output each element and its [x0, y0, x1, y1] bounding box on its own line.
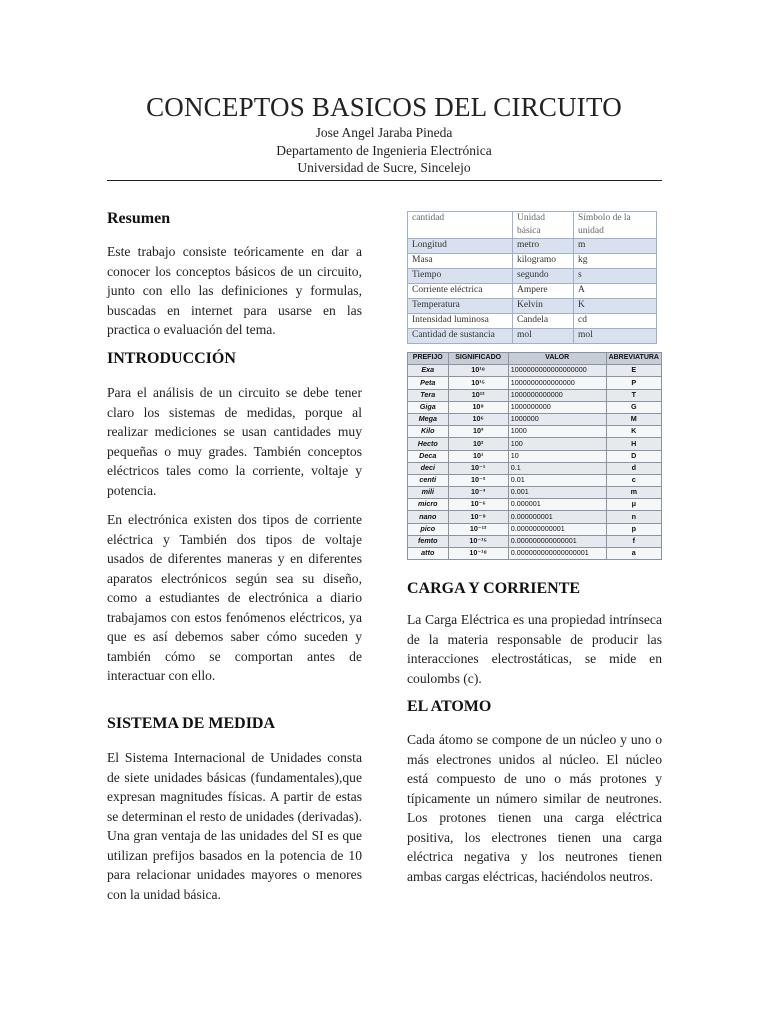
prefix-table-cell: 10⁻¹⁸	[448, 548, 508, 560]
prefix-table-row	[408, 511, 662, 523]
prefix-table-cell: centi	[408, 474, 449, 486]
prefix-table-cell: Hecto	[408, 438, 449, 450]
prefix-table-row	[408, 389, 662, 401]
unit-table-cell: kg	[574, 254, 657, 269]
prefix-table-cell: 100	[508, 438, 606, 450]
unit-table-cell: metro	[513, 239, 574, 254]
prefix-table-row	[408, 377, 662, 389]
author-department: Departamento de Ingenieria Electrónica	[276, 142, 492, 158]
paper-title: CONCEPTOS BASICOS DEL CIRCUITO	[146, 92, 622, 122]
prefix-table-cell: 10⁻¹⁵	[448, 535, 508, 547]
prefix-table-row	[408, 462, 662, 474]
prefix-table-row	[408, 523, 662, 535]
unit-table-cell: Kelvin	[513, 299, 574, 314]
unit-table-cell: Candela	[513, 314, 574, 329]
prefix-table-cell: 10⁻⁹	[448, 511, 508, 523]
prefix-table-row	[408, 487, 662, 499]
prefix-header-cell: SIGNIFICADO	[448, 353, 508, 365]
unit-table-cell: s	[574, 269, 657, 284]
prefix-table-cell: m	[606, 487, 661, 499]
prefix-table-cell: 10²	[448, 438, 508, 450]
unit-table-row	[408, 329, 657, 344]
prefix-table-cell: 10¹⁵	[448, 377, 508, 389]
unit-table-cell: kilogramo	[513, 254, 574, 269]
unit-table-row	[408, 269, 657, 284]
prefix-table-cell: Deca	[408, 450, 449, 462]
si-units-table	[407, 211, 657, 344]
prefix-table-cell: 10⁻¹	[448, 462, 508, 474]
prefix-table-cell: Mega	[408, 413, 449, 425]
unit-table-cell: K	[574, 299, 657, 314]
unit-header-cell: Símbolo de la unidad	[574, 212, 657, 239]
prefix-table-cell: p	[606, 523, 661, 535]
prefix-table-cell: 10⁻⁶	[448, 499, 508, 511]
unit-table-cell: Cantidad de sustancia	[408, 329, 513, 344]
prefix-table-cell: deci	[408, 462, 449, 474]
unit-table-row	[408, 284, 657, 299]
prefix-table-cell: P	[606, 377, 661, 389]
prefix-table-cell: 10⁻²	[448, 474, 508, 486]
prefix-table-cell: μ	[606, 499, 661, 511]
prefix-table-cell: 10¹⁸	[448, 365, 508, 377]
unit-table-cell: Masa	[408, 254, 513, 269]
prefix-table-cell: c	[606, 474, 661, 486]
prefix-table-cell: 0.000000000001	[508, 523, 606, 535]
prefix-header-cell: PREFIJO	[408, 353, 449, 365]
prefix-table-row	[408, 365, 662, 377]
prefix-table-cell: d	[606, 462, 661, 474]
atomo-paragraph: Cada átomo se compone de un núcleo y uno o más electrones unidos al núcleo. El núcleo está compuesto de uno o más protones y típicamente un número similar de neutrones. Los protones tienen una carga eléctrica positiva, los electrones tienen una carga eléctrica negativa y los neutrones tienen ambas cargas eléctricas, haciéndolos neutros.	[407, 732, 662, 884]
unit-table-row	[408, 254, 657, 269]
unit-table-cell: Corriente eléctrica	[408, 284, 513, 299]
prefix-table-cell: Peta	[408, 377, 449, 389]
prefix-table-cell: Kilo	[408, 426, 449, 438]
prefix-table-cell: mili	[408, 487, 449, 499]
prefix-table-cell: a	[606, 548, 661, 560]
prefix-table-row	[408, 450, 662, 462]
author-name: Jose Angel Jaraba Pineda	[315, 125, 453, 140]
prefix-table-cell: 1000000000000000	[508, 377, 606, 389]
unit-table-row	[408, 239, 657, 254]
prefix-table-cell: 0.000000000000000001	[508, 548, 606, 560]
prefix-table-cell: Exa	[408, 365, 449, 377]
resumen-heading: Resumen	[107, 210, 171, 227]
prefix-table-cell: 10¹²	[448, 389, 508, 401]
prefix-table-cell: micro	[408, 499, 449, 511]
prefix-table-cell: n	[606, 511, 661, 523]
prefix-table-cell: femto	[408, 535, 449, 547]
prefix-table-row	[408, 474, 662, 486]
prefix-table-cell: 10¹	[448, 450, 508, 462]
atomo-heading: EL ATOMO	[407, 698, 492, 715]
prefix-table-row	[408, 499, 662, 511]
unit-table-cell: m	[574, 239, 657, 254]
prefix-table-row	[408, 438, 662, 450]
unit-table-header-row	[408, 212, 657, 239]
prefix-table-cell: 0.1	[508, 462, 606, 474]
unit-table-cell: Ampere	[513, 284, 574, 299]
prefix-table-header-row	[408, 353, 662, 365]
intro-paragraph-1: Para el análisis de un circuito se debe tener claro los sistemas de medidas, porque al realizar mediciones se usan cantidades muy pequeñas o muy grades. También conceptos eléctricos tales como la corriente, voltaje y potencia.	[107, 385, 362, 498]
unit-header-cell: cantidad	[408, 212, 513, 239]
prefix-table-cell: 10⁻³	[448, 487, 508, 499]
unit-table-cell: cd	[574, 314, 657, 329]
prefix-table-row	[408, 426, 662, 438]
prefix-table-cell: 10⁶	[448, 413, 508, 425]
author-university: Universidad de Sucre, Sincelejo	[297, 160, 471, 175]
prefix-table-cell: 0.01	[508, 474, 606, 486]
unit-table-cell: mol	[574, 329, 657, 344]
prefix-table-cell: 1000000	[508, 413, 606, 425]
intro-heading: INTRODUCCIÓN	[107, 350, 236, 367]
unit-table-cell: segundo	[513, 269, 574, 284]
unit-table-cell: Intensidad luminosa	[408, 314, 513, 329]
unit-table-cell: mol	[513, 329, 574, 344]
prefix-table-cell: Tera	[408, 389, 449, 401]
prefix-table-cell: atto	[408, 548, 449, 560]
prefix-header-cell: VALOR	[508, 353, 606, 365]
header-divider	[107, 180, 662, 181]
carga-paragraph: La Carga Eléctrica es una propiedad intrínseca de la materia responsable de producir las interacciones electrostáticas, se mide en coulombs (c).	[407, 612, 662, 686]
unit-table-cell: A	[574, 284, 657, 299]
prefix-table-cell: nano	[408, 511, 449, 523]
prefix-table-cell: T	[606, 389, 661, 401]
prefix-table-cell: 10³	[448, 426, 508, 438]
prefix-header-cell: ABREVIATURA	[606, 353, 661, 365]
paper-header	[0, 90, 768, 177]
prefix-table-cell: 10⁹	[448, 401, 508, 413]
prefix-table-row	[408, 548, 662, 560]
prefix-table-cell: 10⁻¹²	[448, 523, 508, 535]
sistema-heading: SISTEMA DE MEDIDA	[107, 715, 276, 732]
prefix-table-row	[408, 401, 662, 413]
prefix-table-cell: K	[606, 426, 661, 438]
prefix-table-row	[408, 535, 662, 547]
prefix-table-cell: f	[606, 535, 661, 547]
prefix-table-cell: pico	[408, 523, 449, 535]
prefix-table-cell: 1000000000	[508, 401, 606, 413]
prefix-table-row	[408, 413, 662, 425]
prefix-table-cell: 0.000000000000001	[508, 535, 606, 547]
unit-table-cell: Longitud	[408, 239, 513, 254]
resumen-paragraph: Este trabajo consiste teóricamente en dar a conocer los conceptos básicos de un circuito, junto con ello las definiciones y formulas, buscadas en internet para usarse en las practica o evaluación del tema.	[107, 244, 362, 337]
prefix-table-cell: H	[606, 438, 661, 450]
prefix-table-cell: 1000	[508, 426, 606, 438]
prefix-table-cell: 0.000001	[508, 499, 606, 511]
prefix-table-cell: 0.001	[508, 487, 606, 499]
prefix-table-cell: 0.000000001	[508, 511, 606, 523]
unit-header-cell: Unidad básica	[513, 212, 574, 239]
carga-heading: CARGA Y CORRIENTE	[407, 580, 581, 597]
intro-paragraph-2: En electrónica existen dos tipos de corriente eléctrica y También dos tipos de voltaje usados de diferentes maneras y en diferentes aparatos electrónicos según sea su diseño, como a estudiantes de electrónica a diario trabajamos con estos fenómenos eléctricos, ya que es así debemos saber cómo suceden y también cómo se comportan antes de interactuar con ello.	[107, 512, 362, 683]
sistema-paragraph: El Sistema Internacional de Unidades consta de siete unidades básicas (fundamentales),que expresan magnitudes físicas. A partir de estas se determinan el resto de unidades (derivadas). Una gran ventaja de las unidades del SI es que utilizan prefijos basados en la potencia de 10 para relacionar unidades mayores o menores con la unidad básica.	[107, 750, 362, 902]
prefix-table-cell: 1000000000000000000	[508, 365, 606, 377]
prefix-table-cell: D	[606, 450, 661, 462]
prefix-table-cell: G	[606, 401, 661, 413]
prefix-table-cell: M	[606, 413, 661, 425]
unit-table-cell: Temperatura	[408, 299, 513, 314]
si-prefix-table	[407, 352, 662, 560]
unit-table-row	[408, 299, 657, 314]
prefix-table-cell: 1000000000000	[508, 389, 606, 401]
prefix-table-cell: E	[606, 365, 661, 377]
unit-table-row	[408, 314, 657, 329]
prefix-table-cell: 10	[508, 450, 606, 462]
prefix-table-cell: Giga	[408, 401, 449, 413]
unit-table-cell: Tiempo	[408, 269, 513, 284]
